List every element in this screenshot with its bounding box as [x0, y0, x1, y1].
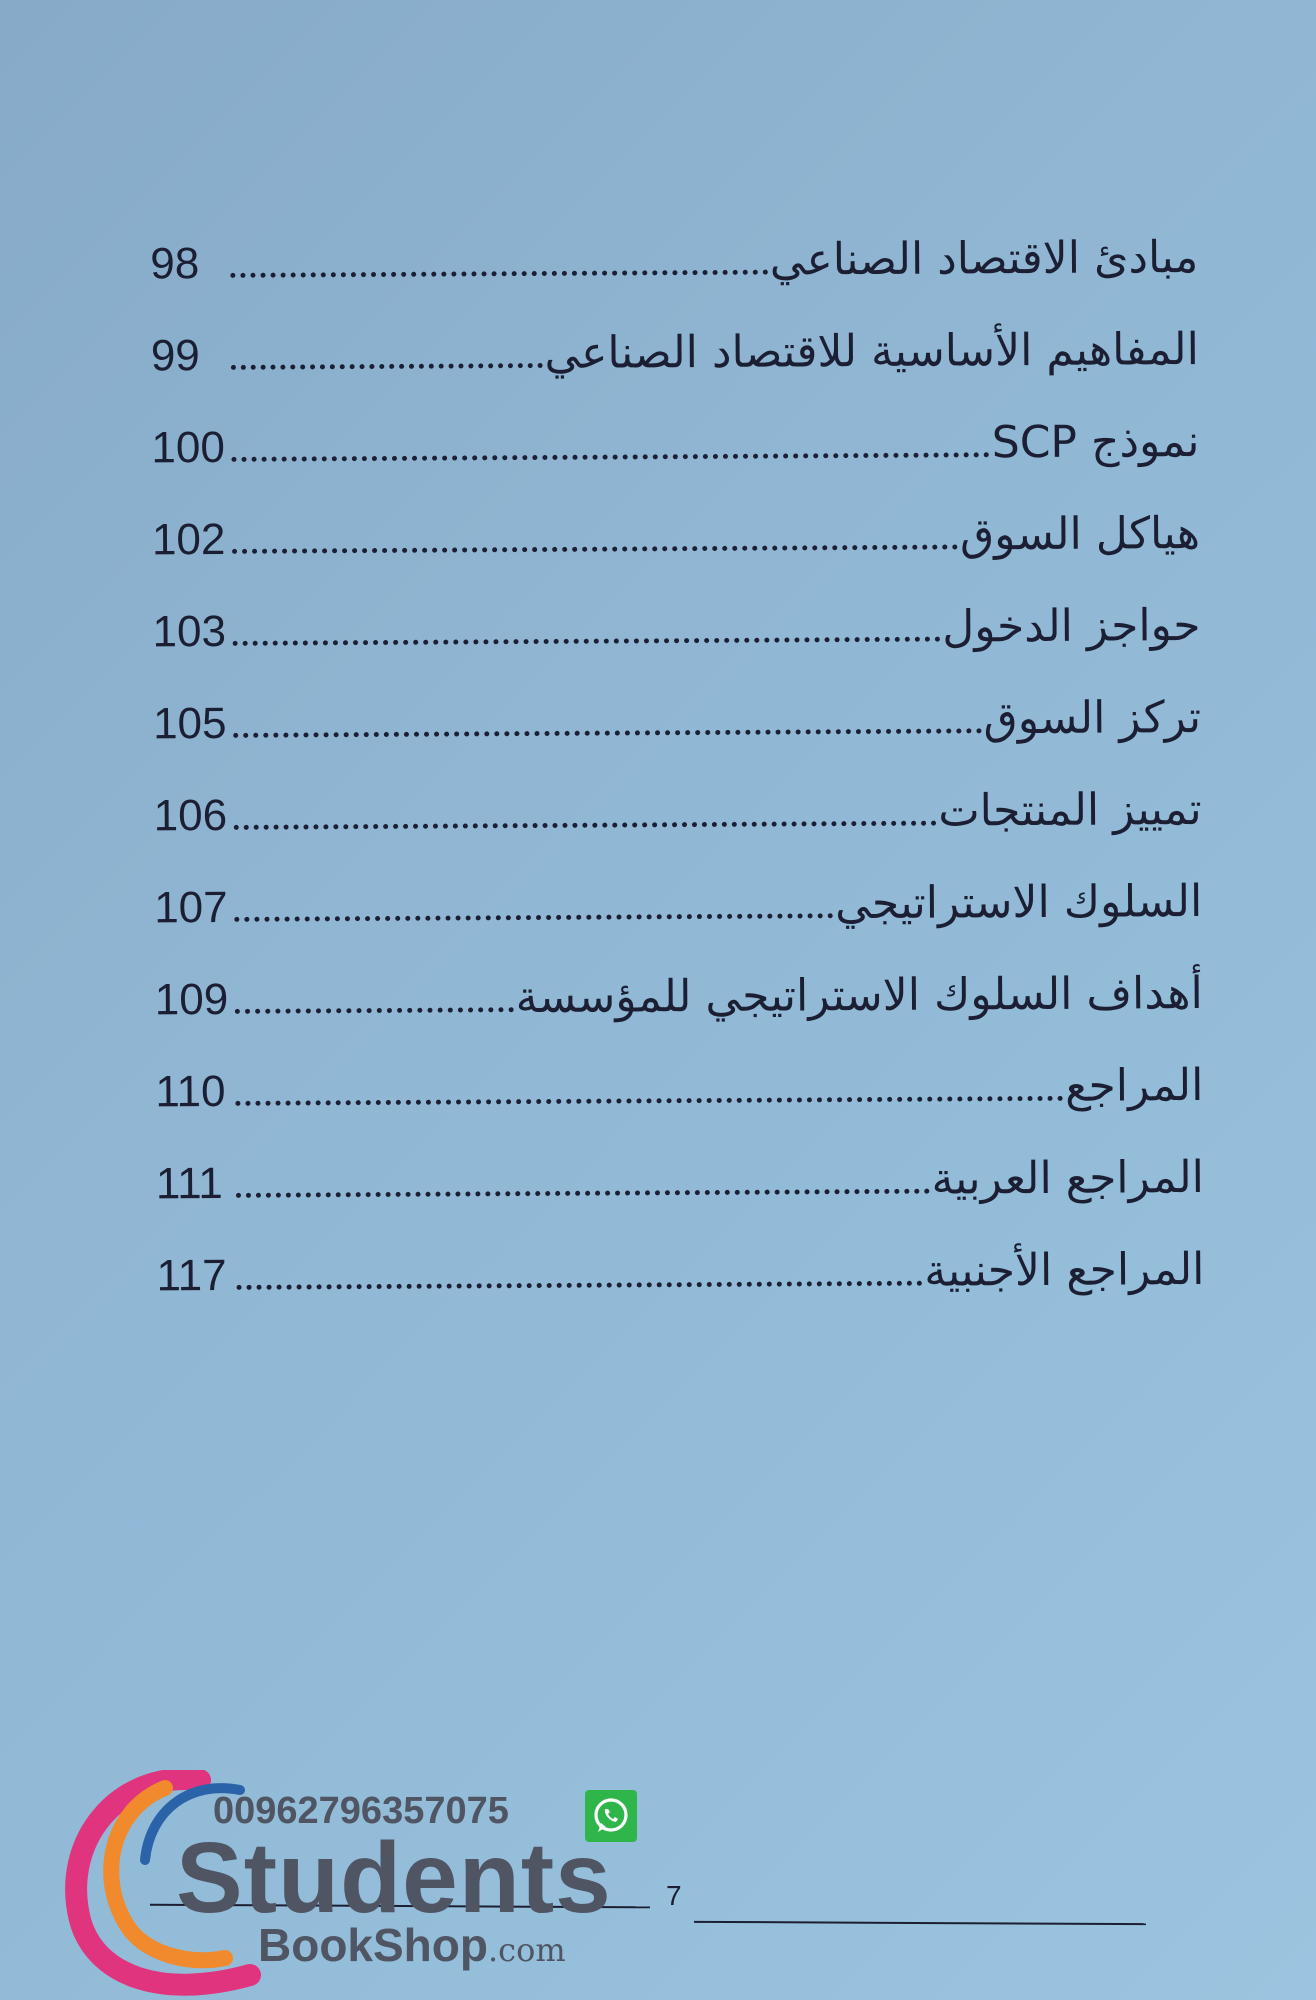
toc-entry-title: المراجع العربية: [931, 1151, 1205, 1205]
toc-dot-leader: [235, 1065, 1063, 1114]
toc-dot-leader: [236, 1158, 930, 1206]
toc-dot-leader: [234, 882, 833, 930]
toc-entry-title: مبادئ الاقتصاد الصناعي: [769, 231, 1199, 286]
toc-entry-title: نموذج SCP: [991, 415, 1200, 469]
toc-entry: [155, 948, 1204, 1046]
table-of-contents: [150, 212, 1205, 1322]
toc-entry: [152, 488, 1201, 586]
toc-entry-page: 100: [151, 422, 225, 473]
toc-entry-title: حواجز الدخول: [942, 599, 1201, 653]
toc-entry-page: 98: [150, 239, 200, 289]
toc-entry-page: 107: [154, 882, 228, 933]
toc-entry-page: 105: [152, 698, 227, 749]
toc-entry-page: 99: [150, 331, 200, 381]
footer-rule-right: [694, 1921, 1146, 1925]
toc-entry: [154, 856, 1203, 954]
toc-entry: [153, 764, 1202, 862]
toc-entry-page: 117: [156, 1250, 227, 1301]
watermark-brand: Students: [176, 1822, 612, 1934]
toc-entry: [151, 396, 1200, 494]
watermark-phone: 00962796357075: [213, 1790, 509, 1832]
toc-entry: [155, 1040, 1204, 1138]
toc-entry: [153, 672, 1202, 770]
toc-entry-title: المراجع: [1064, 1059, 1204, 1112]
toc-entry: [152, 580, 1201, 678]
toc-entry-page: 106: [153, 790, 228, 841]
toc-entry-title: تركز السوق: [983, 691, 1202, 745]
toc-dot-leader: [233, 697, 982, 746]
toc-entry-page: 103: [152, 606, 227, 657]
watermark-sub-brand: [258, 1919, 566, 1971]
toc-entry: [151, 304, 1200, 402]
toc-dot-leader: [231, 421, 990, 470]
toc-dot-leader: [232, 606, 940, 654]
toc-dot-leader: [234, 790, 937, 838]
toc-entry: [156, 1132, 1205, 1230]
toc-dot-leader: [236, 1250, 922, 1298]
watermark-domain: .com: [487, 1931, 566, 1969]
toc-entry-title: أهداف السلوك الاستراتيجي للمؤسسة: [515, 967, 1203, 1024]
toc-entry-title: السلوك الاستراتيجي: [835, 875, 1203, 930]
toc-dot-leader: [232, 513, 958, 561]
toc-entry-page: 110: [155, 1066, 226, 1117]
toc-entry: [156, 1224, 1205, 1322]
toc-entry-page: 102: [151, 514, 226, 565]
page-number: 7: [666, 1880, 682, 1911]
toc-dot-leader: [231, 332, 543, 378]
toc-entry-title: المفاهيم الأساسية للاقتصاد الصناعي: [544, 323, 1199, 379]
toc-dot-leader: [235, 976, 514, 1022]
toc-entry-title: تمييز المنتجات: [938, 783, 1202, 837]
toc-entry-page: 111: [155, 1158, 223, 1209]
toc-entry: [150, 212, 1199, 310]
toc-entry-title: هياكل السوق: [959, 507, 1201, 561]
toc-entry-page: 109: [154, 974, 229, 1025]
toc-dot-leader: [230, 239, 768, 286]
toc-entry-title: المراجع الأجنبية: [924, 1243, 1205, 1297]
watermark-bookshop: BookShop: [258, 1919, 488, 1971]
